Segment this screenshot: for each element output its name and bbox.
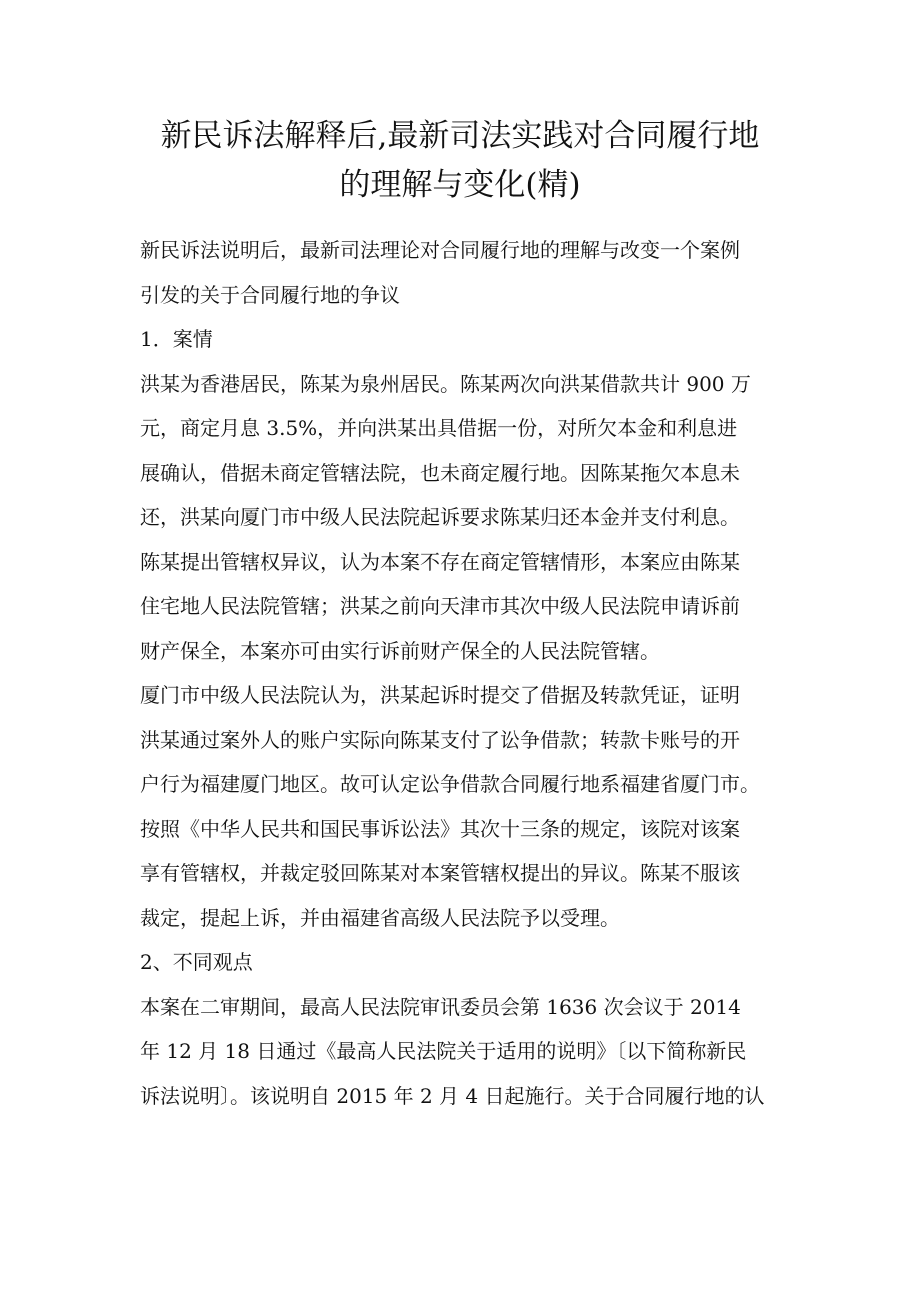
title-line: 新民诉法解释后,最新司法实践对合同履行地 xyxy=(160,118,760,154)
body-line: 洪某为香港居民，陈某为泉州居民。陈某两次向洪某借款共计 900 万 xyxy=(140,371,751,396)
body-line: 享有管辖权，并裁定驳回陈某对本案管辖权提出的异议。陈某不服该 xyxy=(140,861,740,885)
body-line: 住宅地人民法院管辖；洪某之前向天津市其次中级人民法院申请诉前 xyxy=(140,594,740,618)
body-line: 户行为福建厦门地区。故可认定讼争借款合同履行地系福建省厦门市。 xyxy=(140,772,760,796)
body-line: 厦门市中级人民法院认为，洪某起诉时提交了借据及转款凭证，证明 xyxy=(140,683,740,707)
body-line: 还，洪某向厦门市中级人民法院起诉要求陈某归还本金并支付利息。 xyxy=(140,505,740,529)
body-line: 本案在二审期间，最高人民法院审讯委员会第 1636 次会议于 2014 xyxy=(140,994,741,1019)
section-heading-case: 1．案情 xyxy=(140,327,213,351)
body-line: 财产保全，本案亦可由实行诉前财产保全的人民法院管辖。 xyxy=(140,638,660,663)
document-body xyxy=(140,228,785,1118)
body-line: 元，商定月息 3.5%，并向洪某出具借据一份，对所欠本金和利息进 xyxy=(140,416,738,440)
body-line: 陈某提出管辖权异议，认为本案不存在商定管辖情形，本案应由陈某 xyxy=(140,549,740,574)
body-line: 年 12 月 18 日通过《最高人民法院关于适用的说明》〔以下简称新民 xyxy=(140,1039,747,1063)
document-title xyxy=(120,112,800,210)
body-line: 洪某通过案外人的账户实际向陈某支付了讼争借款；转款卡账号的开 xyxy=(140,727,740,752)
section-heading-viewpoints: 2、不同观点 xyxy=(140,950,253,974)
body-line: 裁定，提起上诉，并由福建省高级人民法院予以受理。 xyxy=(140,905,620,930)
body-line: 引发的关于合同履行地的争议 xyxy=(140,282,400,307)
body-line: 诉法说明〕。该说明自 2015 年 2 月 4 日起施行。关于合同履行地的认 xyxy=(140,1083,765,1108)
body-line: 展确认，借据未商定管辖法院，也未商定履行地。因陈某拖欠本息未 xyxy=(140,460,740,485)
body-line: 按照《中华人民共和国民事诉讼法》其次十三条的规定，该院对该案 xyxy=(140,816,740,841)
body-line: 新民诉法说明后，最新司法理论对合同履行地的理解与改变一个案例 xyxy=(140,238,740,262)
title-line: 的理解与变化(精) xyxy=(339,167,581,203)
